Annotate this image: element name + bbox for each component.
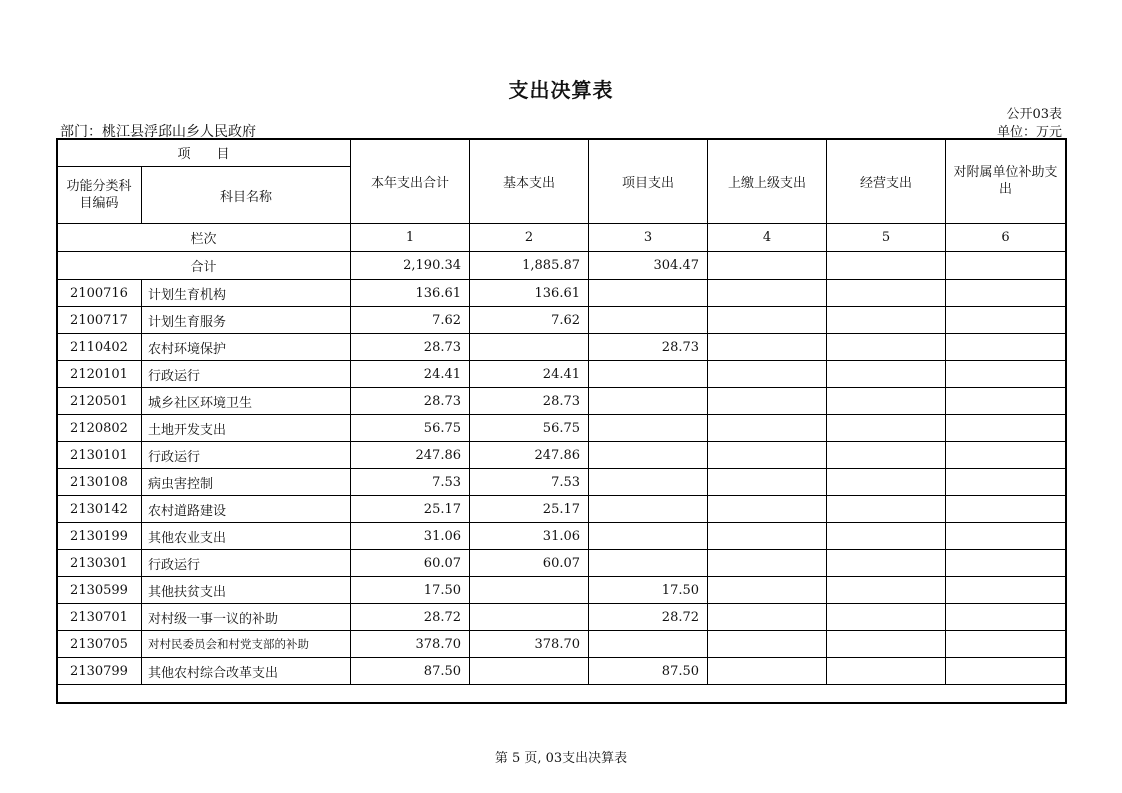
row-value: 7.62 xyxy=(470,307,589,334)
col-header-subsidiary-subsidy: 对附属单位补助支出 xyxy=(946,139,1066,224)
total-value xyxy=(827,252,946,280)
total-value: 2,190.34 xyxy=(351,252,470,280)
row-value xyxy=(827,415,946,442)
row-value xyxy=(946,334,1066,361)
total-row xyxy=(57,252,1066,280)
column-index-cell: 4 xyxy=(708,224,827,252)
row-value xyxy=(589,361,708,388)
table-row xyxy=(57,307,1066,334)
row-value xyxy=(827,604,946,631)
row-value xyxy=(827,496,946,523)
column-index-cell: 6 xyxy=(946,224,1066,252)
col-header-total: 本年支出合计 xyxy=(351,139,470,224)
row-value xyxy=(708,658,827,685)
row-value xyxy=(946,577,1066,604)
row-value xyxy=(946,280,1066,307)
row-value: 7.53 xyxy=(470,469,589,496)
row-value xyxy=(589,280,708,307)
row-value xyxy=(708,442,827,469)
row-name: 城乡社区环境卫生 xyxy=(142,388,351,415)
row-code: 2120501 xyxy=(57,388,142,415)
row-value xyxy=(946,550,1066,577)
page-title: 支出决算表 xyxy=(508,78,614,102)
col-header-operating: 经营支出 xyxy=(827,139,946,224)
row-value: 56.75 xyxy=(470,415,589,442)
row-name: 土地开发支出 xyxy=(142,415,351,442)
row-value: 17.50 xyxy=(351,577,470,604)
row-value xyxy=(708,388,827,415)
row-value: 31.06 xyxy=(351,523,470,550)
row-name: 对村级一事一议的补助 xyxy=(142,604,351,631)
table-row xyxy=(57,442,1066,469)
row-value xyxy=(946,658,1066,685)
total-value xyxy=(946,252,1066,280)
row-value xyxy=(827,577,946,604)
row-value xyxy=(827,388,946,415)
row-code: 2100716 xyxy=(57,280,142,307)
row-value xyxy=(589,523,708,550)
column-index-cell: 5 xyxy=(827,224,946,252)
row-value xyxy=(589,550,708,577)
expenditure-table xyxy=(56,138,1066,685)
row-value xyxy=(946,307,1066,334)
row-value xyxy=(946,361,1066,388)
table-row xyxy=(57,577,1066,604)
page-footer: 第 5 页, 03支出决算表 xyxy=(494,751,628,766)
row-value xyxy=(589,415,708,442)
row-code: 2100717 xyxy=(57,307,142,334)
total-value: 304.47 xyxy=(589,252,708,280)
row-value xyxy=(708,577,827,604)
row-value: 378.70 xyxy=(470,631,589,658)
row-name: 病虫害控制 xyxy=(142,469,351,496)
total-value: 1,885.87 xyxy=(470,252,589,280)
row-value: 25.17 xyxy=(351,496,470,523)
row-value xyxy=(708,550,827,577)
row-name: 行政运行 xyxy=(142,361,351,388)
row-value: 7.62 xyxy=(351,307,470,334)
col-header-project: 项目支出 xyxy=(589,139,708,224)
row-value xyxy=(470,334,589,361)
row-code: 2130799 xyxy=(57,658,142,685)
table-row xyxy=(57,469,1066,496)
row-value xyxy=(946,469,1066,496)
row-value: 87.50 xyxy=(589,658,708,685)
row-value xyxy=(708,496,827,523)
row-value: 56.75 xyxy=(351,415,470,442)
row-value: 7.53 xyxy=(351,469,470,496)
row-code: 2130599 xyxy=(57,577,142,604)
row-value: 60.07 xyxy=(351,550,470,577)
row-value xyxy=(708,415,827,442)
row-value: 24.41 xyxy=(351,361,470,388)
row-name: 其他农村综合改革支出 xyxy=(142,658,351,685)
row-name: 行政运行 xyxy=(142,442,351,469)
col-header-remit-superior: 上缴上级支出 xyxy=(708,139,827,224)
table-row xyxy=(57,334,1066,361)
row-value xyxy=(827,280,946,307)
row-value xyxy=(708,523,827,550)
row-value xyxy=(708,631,827,658)
row-code: 2120802 xyxy=(57,415,142,442)
row-value: 247.86 xyxy=(470,442,589,469)
row-name: 其他扶贫支出 xyxy=(142,577,351,604)
form-number: 公开03表 xyxy=(1006,107,1062,122)
row-value: 136.61 xyxy=(470,280,589,307)
row-value: 247.86 xyxy=(351,442,470,469)
row-code: 2130701 xyxy=(57,604,142,631)
table-row xyxy=(57,550,1066,577)
row-value xyxy=(470,604,589,631)
code-header: 功能分类科目编码 xyxy=(57,167,142,224)
row-value xyxy=(946,388,1066,415)
row-value: 28.72 xyxy=(351,604,470,631)
table-row xyxy=(57,604,1066,631)
row-value: 28.73 xyxy=(470,388,589,415)
row-value xyxy=(589,388,708,415)
col-header-basic: 基本支出 xyxy=(470,139,589,224)
row-code: 2130101 xyxy=(57,442,142,469)
column-index-row xyxy=(57,224,1066,252)
column-index-cell: 1 xyxy=(351,224,470,252)
row-code: 2130142 xyxy=(57,496,142,523)
column-index-label: 栏次 xyxy=(57,224,351,252)
row-value: 24.41 xyxy=(470,361,589,388)
row-value xyxy=(589,307,708,334)
row-value xyxy=(827,523,946,550)
row-value xyxy=(708,361,827,388)
row-value xyxy=(708,334,827,361)
row-value xyxy=(827,469,946,496)
table-row xyxy=(57,388,1066,415)
row-value xyxy=(589,496,708,523)
name-header: 科目名称 xyxy=(142,167,351,224)
row-code: 2130199 xyxy=(57,523,142,550)
row-value xyxy=(827,631,946,658)
unit-label: 单位：万元 xyxy=(996,125,1062,140)
row-value: 87.50 xyxy=(351,658,470,685)
row-value xyxy=(946,496,1066,523)
table-row xyxy=(57,280,1066,307)
row-value: 17.50 xyxy=(589,577,708,604)
row-value xyxy=(827,334,946,361)
row-value: 28.73 xyxy=(351,388,470,415)
row-value xyxy=(589,631,708,658)
row-value xyxy=(827,658,946,685)
item-group-header: 项 目 xyxy=(57,139,351,167)
row-value xyxy=(827,361,946,388)
row-code: 2130108 xyxy=(57,469,142,496)
row-value: 28.73 xyxy=(351,334,470,361)
row-name: 其他农业支出 xyxy=(142,523,351,550)
row-value xyxy=(946,523,1066,550)
row-value xyxy=(946,415,1066,442)
row-value: 28.72 xyxy=(589,604,708,631)
row-value xyxy=(708,604,827,631)
table-row xyxy=(57,415,1066,442)
header-row-1 xyxy=(57,139,1066,167)
column-index-cell: 2 xyxy=(470,224,589,252)
column-index-cell: 3 xyxy=(589,224,708,252)
row-value: 136.61 xyxy=(351,280,470,307)
department-label: 部门：桃江县浮邱山乡人民政府 xyxy=(60,124,256,140)
row-name: 农村道路建设 xyxy=(142,496,351,523)
table-row xyxy=(57,523,1066,550)
row-value xyxy=(946,442,1066,469)
row-value xyxy=(827,442,946,469)
row-value xyxy=(946,631,1066,658)
row-code: 2110402 xyxy=(57,334,142,361)
row-value xyxy=(470,658,589,685)
row-value xyxy=(470,577,589,604)
row-value: 378.70 xyxy=(351,631,470,658)
row-name: 对村民委员会和村党支部的补助 xyxy=(142,631,351,658)
row-name: 计划生育服务 xyxy=(142,307,351,334)
row-code: 2130705 xyxy=(57,631,142,658)
row-value: 60.07 xyxy=(470,550,589,577)
row-value xyxy=(827,307,946,334)
row-value: 31.06 xyxy=(470,523,589,550)
row-value xyxy=(708,469,827,496)
row-name: 计划生育机构 xyxy=(142,280,351,307)
row-name: 农村环境保护 xyxy=(142,334,351,361)
row-value xyxy=(708,307,827,334)
row-value: 25.17 xyxy=(470,496,589,523)
row-value xyxy=(827,550,946,577)
row-code: 2130301 xyxy=(57,550,142,577)
row-value xyxy=(708,280,827,307)
row-value: 28.73 xyxy=(589,334,708,361)
row-value xyxy=(589,442,708,469)
row-value xyxy=(946,604,1066,631)
table-row xyxy=(57,496,1066,523)
total-label: 合计 xyxy=(57,252,351,280)
row-value xyxy=(589,469,708,496)
table-row xyxy=(57,658,1066,685)
row-code: 2120101 xyxy=(57,361,142,388)
table-row xyxy=(57,361,1066,388)
total-value xyxy=(708,252,827,280)
table-row xyxy=(57,631,1066,658)
row-name: 行政运行 xyxy=(142,550,351,577)
